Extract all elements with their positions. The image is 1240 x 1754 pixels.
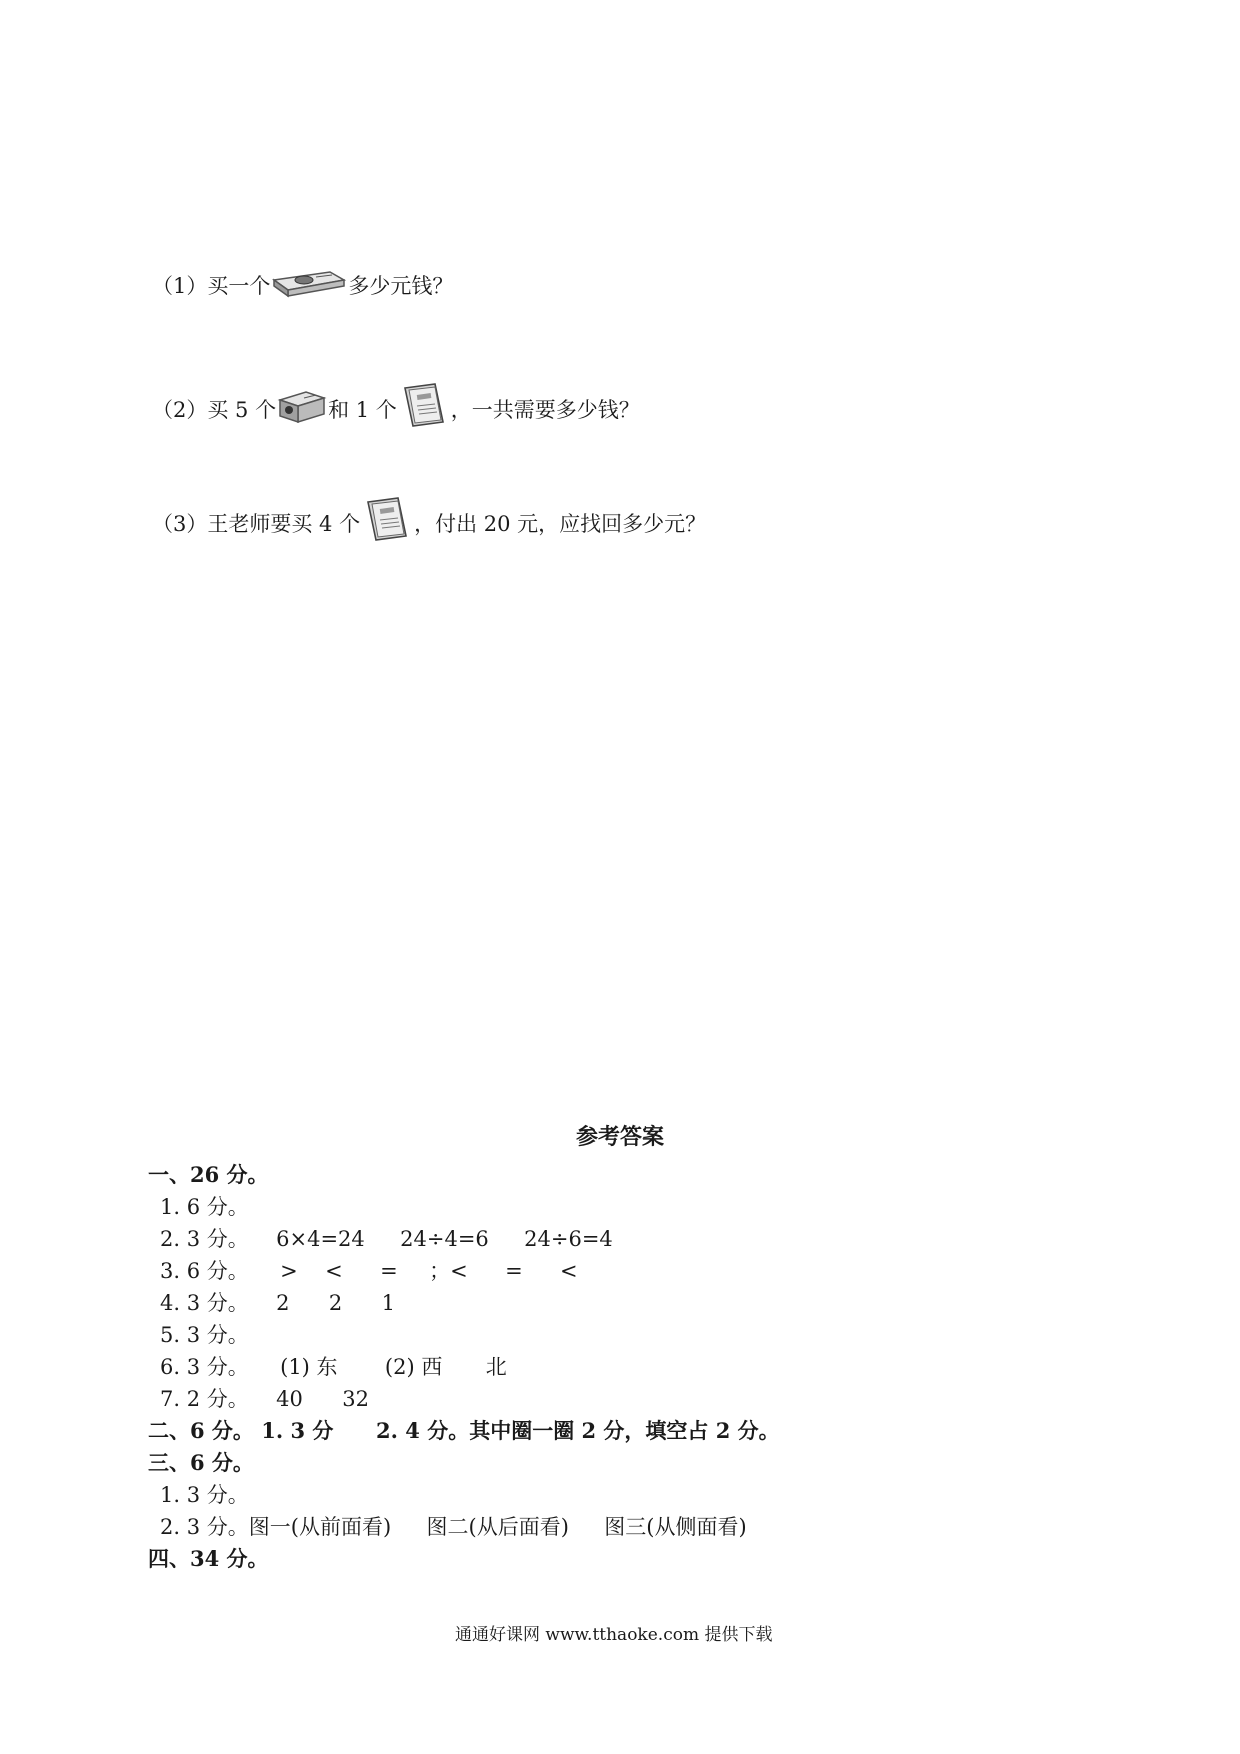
answer-1-4-label: 4. 3 分。: [160, 1291, 249, 1315]
question-2-text-a: （2）买 5 个: [152, 398, 277, 422]
answer-3-2-v2: 图二(从后面看): [426, 1515, 569, 1539]
pencil-case-icon: [270, 266, 348, 306]
answer-1-6-v1: (1) 东: [280, 1355, 338, 1379]
answer-1-3: [160, 1256, 578, 1286]
pencil-sharpener-icon: [276, 386, 328, 434]
section-3-heading: 三、6 分。: [148, 1450, 254, 1475]
answer-1-7-v2: 32: [342, 1387, 369, 1411]
answer-1-7-v1: 40: [276, 1387, 303, 1411]
answer-3-1: 1. 3 分。: [160, 1483, 249, 1507]
answer-3-2-v3: 图三(从侧面看): [604, 1515, 747, 1539]
answer-1-6-label: 6. 3 分。: [160, 1355, 249, 1379]
answer-1-3-label: 3. 6 分。: [160, 1259, 249, 1283]
answer-1-3-v5: =: [505, 1259, 523, 1283]
question-3-text-a: （3）王老师要买 4 个: [152, 512, 361, 536]
answer-3-2: [160, 1512, 747, 1542]
question-3-text-b: ，付出 20 元，应找回多少元？: [414, 512, 707, 536]
answer-1-3-v3: =: [380, 1259, 398, 1283]
question-2-text-c: ，一共需要多少钱？: [450, 398, 640, 422]
answer-1-1: 1. 6 分。: [160, 1195, 249, 1219]
footer-credit: 通通好课网 www.tthaoke.com 提供下载: [455, 1625, 773, 1645]
answer-1-2: [160, 1224, 613, 1254]
answer-1-2-label: 2. 3 分。: [160, 1227, 249, 1251]
answer-1-7-label: 7. 2 分。: [160, 1387, 249, 1411]
answer-1-3-v2: <: [325, 1259, 343, 1283]
answer-1-5: 5. 3 分。: [160, 1323, 249, 1347]
section-2-heading: [148, 1416, 780, 1446]
answer-1-4-v2: 2: [328, 1291, 343, 1315]
answer-1-4-v3: 1: [381, 1291, 395, 1315]
answer-1-2-v2: 24÷4=6: [400, 1227, 489, 1251]
question-3: [152, 496, 706, 552]
answer-3-2-v1: 2. 3 分。图一(从前面看): [160, 1515, 392, 1539]
answer-1-7: [160, 1384, 369, 1414]
question-2: [152, 382, 640, 438]
answer-1-3-v1: >: [280, 1259, 298, 1283]
answer-1-4: [160, 1288, 395, 1318]
question-1-text-b: 多少元钱？: [348, 274, 454, 298]
section-1-heading: 一、26 分。: [148, 1162, 269, 1187]
section-4-heading: 四、34 分。: [148, 1546, 269, 1571]
section-2-part-1: 1. 3 分: [261, 1418, 334, 1443]
answer-1-2-v1: 6×4=24: [276, 1227, 365, 1251]
answer-1-3-v6: <: [560, 1259, 578, 1283]
section-2-part-2: 2. 4 分。其中圈一圈 2 分，填空占 2 分。: [376, 1418, 780, 1443]
answer-1-6: [160, 1352, 507, 1382]
answer-1-6-v2: (2) 西: [384, 1355, 443, 1379]
answer-1-6-v3: 北: [485, 1355, 507, 1379]
answer-1-3-v4: ；<: [429, 1259, 468, 1283]
notebook-icon: [360, 496, 414, 552]
answer-1-2-v3: 24÷6=4: [524, 1227, 613, 1251]
section-2-title: 二、6 分。: [148, 1418, 254, 1443]
answers-title: 参考答案: [576, 1124, 665, 1150]
answer-1-4-v1: 2: [276, 1291, 290, 1315]
question-1-text-a: （1）买一个: [152, 274, 271, 298]
question-1: [152, 266, 453, 306]
notebook-icon: [397, 382, 451, 438]
question-2-text-b: 和 1 个: [328, 398, 397, 422]
